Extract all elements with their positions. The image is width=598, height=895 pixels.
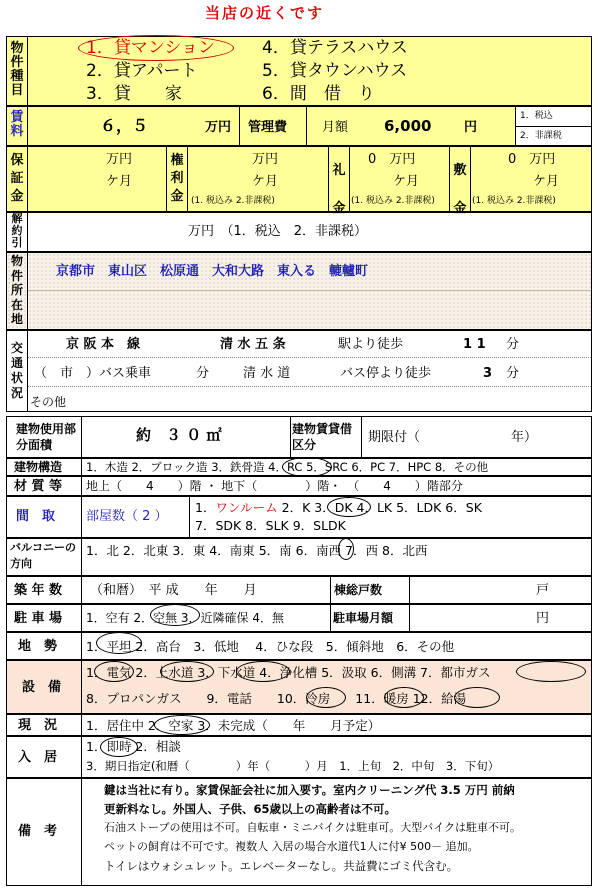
bus-stop: 清 水 道 (243, 366, 291, 381)
bus-minutes-label: 分 (196, 366, 210, 381)
remarks-line-4: ペットの飼育は不可です。複数人 入居の場合水道代1人に付¥ 500－ 追加。 (104, 840, 479, 853)
kenri-man: 万円 (252, 152, 279, 167)
area-value: 約 ３ ０ ㎡ (136, 426, 222, 444)
layout-label: 間 取 (16, 509, 56, 524)
kaiyaku-text: 万円 （1．税込 2．非課税） (188, 224, 368, 239)
facility-marker-water (160, 661, 214, 682)
movein-line1: 1．即時 2．相談 (86, 739, 181, 754)
parking-fee-cell (409, 604, 592, 632)
shiki-months: ケ月 (533, 174, 560, 189)
parking-fee-label: 駐車場月額 (333, 611, 394, 625)
facility-marker-hotwater (454, 687, 500, 708)
built-value: （和暦） 平 成 年 月 (90, 583, 257, 598)
train-walk-label: 駅より徒歩 (338, 337, 404, 352)
bus-city: （ 市 ）バス乗車 (34, 366, 152, 381)
mgmt-amount: 6,000 (384, 117, 432, 135)
tax-option-1: 1．税込 (520, 111, 553, 121)
rei-tax-note: (1. 税込み 2.非課税) (351, 196, 435, 206)
kenri-label: 権利金 (170, 153, 184, 204)
movein-line2: 3．期日指定(和暦（ ）年（ ）月 1．上旬 2．中旬 3．下旬） (86, 759, 500, 773)
rei-months: ケ月 (393, 174, 420, 189)
layout-options-line2: 7．SDK 8．SLK 9．SLDK (195, 518, 346, 533)
balcony-label: バルコニーの方向 (10, 541, 76, 570)
property-type-option-4: 4．貸テラスハウス (262, 38, 408, 58)
contract-label: 建物賃貸借区分 (292, 422, 353, 452)
selected-option-marker (78, 35, 234, 61)
movein-label: 入 居 (18, 750, 58, 765)
structure-label: 建物構造 (14, 460, 63, 474)
facility-marker-citygas (516, 661, 586, 682)
location-label: 物件所在地 (10, 254, 23, 326)
train-walk-unit: 分 (506, 337, 520, 352)
mgmt-monthly: 月額 (322, 120, 349, 135)
contract-value: 期限付（ 年） (368, 430, 538, 445)
location-address: 京都市 東山区 松原通 大和大路 東入る 轆轤町 (56, 264, 369, 279)
facility-marker-cooling (306, 687, 346, 708)
tax-option-2: 2．非課税 (520, 131, 562, 141)
train-walk-minutes: 1 1 (463, 337, 486, 352)
kaiyaku-label: 解約引 (11, 212, 23, 249)
bus-walk-minutes: 3 (483, 366, 493, 381)
status-selected-marker (154, 715, 210, 735)
facility-marker-heating (384, 687, 424, 708)
floors-label: 材 質 等 (14, 479, 63, 494)
remarks-line-5: トイレはウォシュレット。エレベーターなし。共益費にゴミ代含む。 (104, 859, 459, 873)
layout-highlighted-option: ワンルーム (215, 500, 278, 515)
rent-amount: ６，５ (100, 116, 149, 135)
property-type-option-6: 6．間 借 り (262, 84, 375, 104)
parking-fee-unit: 円 (536, 611, 550, 626)
rei-label: 礼金 (332, 163, 346, 216)
rent-label: 賃料 (10, 110, 24, 139)
units-cell (409, 576, 592, 604)
balcony-selected-marker (338, 538, 354, 560)
structure-selected-marker (282, 457, 332, 477)
layout-selected-marker (327, 497, 371, 517)
layout-rooms: 部屋数（ 2 ） (86, 509, 168, 524)
facility-marker-sewer (236, 661, 290, 682)
remarks-line-3: 石油ストーブの使用は不可。自転車・ミニバイクは駐車可。大型バイクは駐車不可。 (104, 821, 522, 834)
train-station: 清 水 五 条 (220, 337, 286, 352)
shiki-label: 敷金 (453, 163, 467, 216)
status-value: 1．居住中 2．空家 3．未完成（ 年 月予定） (86, 718, 381, 733)
hoshou-label: 保証金 (10, 153, 24, 204)
bus-walk-unit: 分 (506, 366, 520, 381)
movein-selected-marker (100, 737, 138, 757)
property-type-option-5: 5．貸タウンハウス (262, 61, 408, 81)
property-type-option-1: 1．貸マンション (86, 38, 216, 58)
bus-walk-label: バス停より徒歩 (340, 366, 432, 381)
units-unit: 戸 (536, 583, 550, 598)
parking-value: 1．空有 2．空無 3．近隣確保 4．無 (86, 611, 284, 625)
transport-divider-1 (28, 357, 591, 358)
transport-label: 交通状況 (10, 341, 23, 400)
transport-divider-2 (28, 386, 591, 387)
remarks-label: 備 考 (18, 824, 58, 839)
remarks-line-1: 鍵は当社に有り。家賃保証会社に加入要す。室内クリーニング代 3.5 万円 前納 (104, 783, 515, 797)
balcony-value: 1．北 2．北東 3．東 4．南東 5．南 6．南西 7．西 8．北西 (86, 543, 428, 558)
terrain-value: 1．平坦 2．高台 3．低地 4．ひな段 5．傾斜地 6．その他 (86, 639, 455, 654)
facilities-label: 設 備 (22, 680, 62, 695)
status-label: 現 況 (18, 718, 58, 733)
layout-options-line1: 1．ワンルーム 2．K 3．DK 4．LK 5．LDK 6．SK (195, 500, 482, 515)
train-line: 京 阪 本 線 (66, 337, 141, 352)
transport-other: その他 (30, 395, 67, 409)
terrain-label: 地 勢 (18, 639, 58, 654)
property-type-label: 物件種目 (10, 41, 24, 98)
floors-value: 地上（ 4 ）階 ・ 地下（ ）階・ （ 4 ）階部分 (86, 479, 463, 493)
rei-man: 0 万円 (368, 152, 416, 167)
shiki-man: 0 万円 (508, 152, 556, 167)
terrain-selected-marker (96, 632, 142, 654)
facility-marker-electric (94, 661, 134, 682)
mgmt-unit: 円 (464, 120, 478, 135)
hoshou-months: ケ月 (106, 174, 133, 189)
kenri-months: ケ月 (252, 174, 279, 189)
area-label: 建物使用部分面積 (16, 422, 77, 452)
hoshou-man: 万円 (106, 152, 133, 167)
property-type-option-3: 3．貸 家 (86, 84, 182, 104)
location-divider (28, 290, 591, 291)
rent-unit: 万円 (205, 120, 232, 135)
built-label: 築 年 数 (14, 583, 63, 598)
page-title: 当店の近くです (205, 4, 325, 22)
facilities-line2: 8．プロパンガス 9．電話 10．冷房 11．暖房 12．給湯 (86, 691, 467, 706)
units-label: 棟総戸数 (334, 583, 383, 597)
remarks-line-2: 更新料なし。外国人、子供、65歳以上の高齢者は不可。 (104, 802, 397, 816)
shiki-tax-note: (1. 税込み 2.非課税) (472, 196, 556, 206)
parking-selected-marker (150, 604, 200, 626)
property-type-option-2: 2．貸アパート (86, 61, 198, 81)
parking-label: 駐 車 場 (14, 611, 63, 626)
facilities-line1: 1．電気 2．上水道 3．下水道 4．浄化槽 5．汲取 6．側溝 7．都市ガス (86, 665, 491, 680)
structure-value: 1．木造 2．ブロック造 3．鉄骨造 4．RC 5．SRC 6．PC 7．HPC 8．その他 (86, 460, 489, 474)
kenri-tax-note: (1. 税込み 2.非課税) (191, 196, 275, 206)
mgmt-label: 管理費 (248, 120, 288, 135)
hoshou-cell (27, 146, 167, 212)
